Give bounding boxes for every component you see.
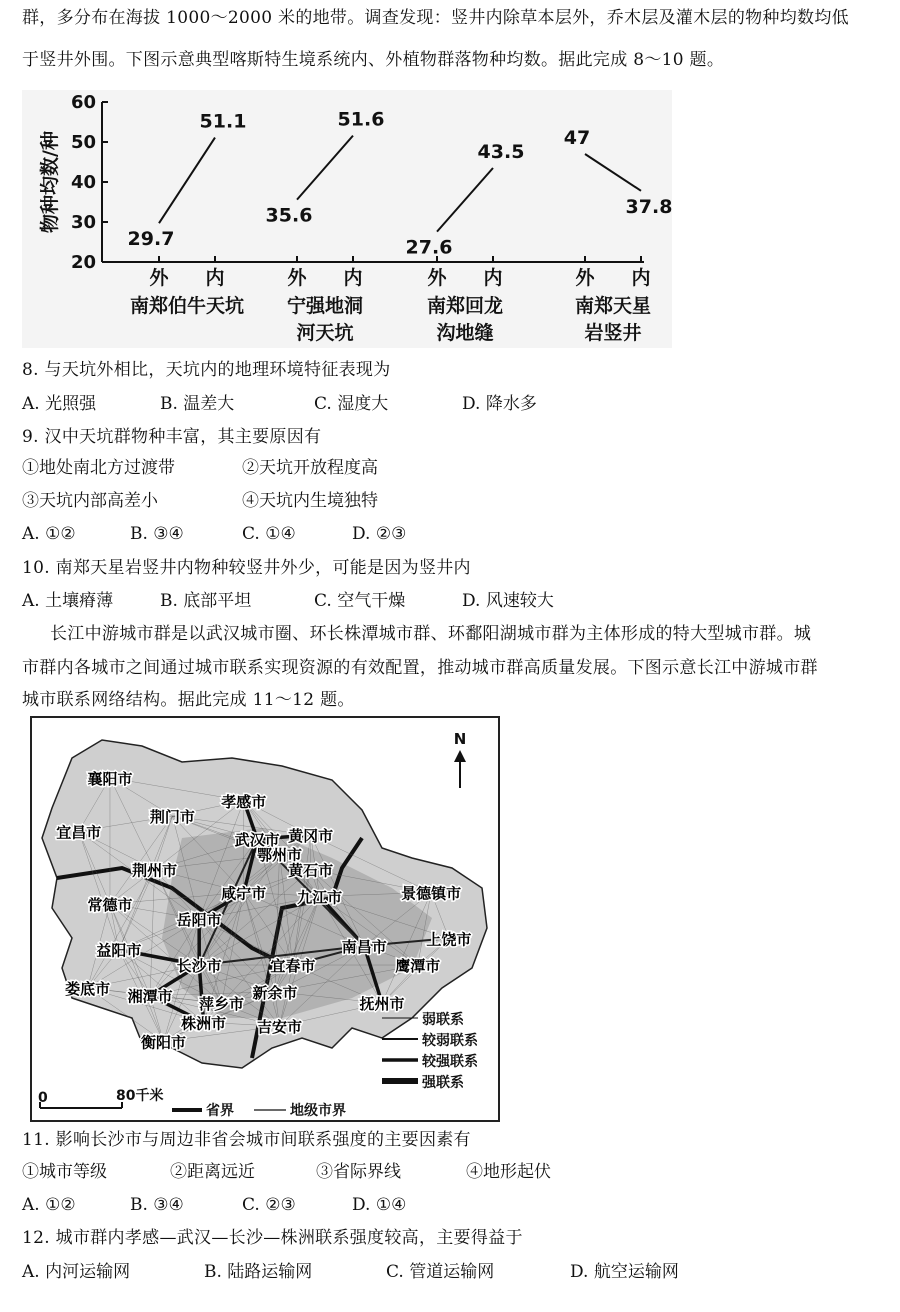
city-label: 衡阳市 — [140, 1033, 187, 1052]
q12-option-a: A. 内河运输网 — [22, 1262, 131, 1282]
q11-statement-1: ①城市等级 — [22, 1162, 107, 1182]
x-tick-label: 外 — [149, 267, 169, 289]
city-label: 抚州市 — [359, 995, 405, 1014]
city-label: 鹰潭市 — [395, 957, 441, 976]
q10-option-b: B. 底部平坦 — [160, 591, 252, 611]
x-tick-label: 内 — [205, 267, 225, 289]
q9-option-c: C. ①④ — [242, 524, 296, 544]
city-label: 黄石市 — [288, 861, 334, 880]
north-arrow-head-icon — [454, 750, 466, 762]
city-label: 萍乡市 — [198, 995, 244, 1014]
city-label: 上饶市 — [426, 930, 472, 949]
q9-statement-4: ④天坑内生境独特 — [242, 491, 378, 511]
city-label: 黄冈市 — [288, 827, 334, 846]
scale-label: 80千米 — [116, 1088, 164, 1104]
group-name-label: 宁强地洞 — [286, 295, 364, 317]
q11-statement-2: ②距离远近 — [170, 1162, 255, 1182]
city-label: 益阳市 — [96, 941, 142, 960]
city-label: 湘潭市 — [127, 987, 173, 1006]
q11-option-d: D. ①④ — [352, 1195, 407, 1215]
city-label: 宜春市 — [270, 957, 316, 976]
y-axis-label: 物种均数/种 — [39, 131, 61, 233]
y-tick-label: 60 — [70, 92, 96, 113]
q10-option-d: D. 风速较大 — [462, 591, 554, 611]
group-name-label: 岩竖井 — [584, 322, 642, 344]
q10-option-a: A. 土壤瘠薄 — [22, 591, 114, 611]
city-network-map — [30, 716, 500, 1122]
q10-stem: 10. 南郑天星岩竖井内物种较竖井外少，可能是因为竖井内 — [22, 558, 471, 578]
city-network-map-svg — [32, 718, 498, 1120]
q8-option-a: A. 光照强 — [22, 394, 97, 414]
city-label: 长沙市 — [176, 957, 222, 976]
q9-option-d: D. ②③ — [352, 524, 407, 544]
x-tick-label: 内 — [631, 267, 651, 289]
group-name-label: 南郑伯牛天坑 — [129, 295, 245, 317]
q9-option-a: A. ①② — [22, 524, 76, 544]
city-label: 株洲市 — [181, 1014, 227, 1033]
data-label-outside: 47 — [563, 127, 591, 149]
data-label-inside: 37.8 — [625, 195, 672, 218]
q11-stem: 11. 影响长沙市与周边非省会城市间联系强度的主要因素有 — [22, 1130, 471, 1150]
data-label-outside: 29.7 — [127, 228, 175, 251]
city-border-label: 地级市界 — [290, 1103, 346, 1119]
y-tick-label: 40 — [70, 172, 96, 193]
q9-stem: 9. 汉中天坑群物种丰富，其主要原因有 — [22, 427, 322, 447]
group-name-label: 南郑天星 — [574, 295, 652, 317]
data-label-inside: 43.5 — [477, 141, 525, 163]
north-label: N — [453, 730, 467, 748]
data-label-inside: 51.6 — [337, 108, 385, 131]
x-tick-label: 内 — [343, 267, 363, 289]
species-chart-svg — [22, 90, 672, 348]
city-label: 荆门市 — [149, 808, 195, 827]
scale-zero-label: 0 — [38, 1090, 48, 1106]
q11-statement-4: ④地形起伏 — [466, 1162, 551, 1182]
group-name-label: 沟地缝 — [436, 322, 494, 344]
city-label: 宜昌市 — [56, 823, 102, 842]
y-tick-label: 30 — [70, 212, 96, 233]
intro-line-1: 群，多分布在海拔 1000～2000 米的地带。调查发现：竖井内除草本层外，乔木层及灌木层的物种均数均低 — [22, 8, 849, 28]
province-border-label: 省界 — [206, 1103, 234, 1119]
q10-option-c: C. 空气干燥 — [314, 591, 406, 611]
q11-option-a: A. ①② — [22, 1195, 76, 1215]
q8-option-b: B. 温差大 — [160, 394, 235, 414]
x-tick-label: 外 — [575, 267, 595, 289]
city-label: 鄂州市 — [256, 846, 302, 865]
q8-stem: 8. 与天坑外相比，天坑内的地理环境特征表现为 — [22, 360, 391, 380]
species-chart — [22, 90, 672, 348]
city-label: 吉安市 — [256, 1018, 302, 1037]
passage2-line-3: 城市联系网络结构。据此完成 11～12 题。 — [22, 690, 355, 710]
q11-statement-3: ③省际界线 — [316, 1162, 401, 1182]
legend-label: 较弱联系 — [422, 1033, 478, 1049]
data-label-outside: 35.6 — [265, 204, 313, 227]
q8-option-c: C. 湿度大 — [314, 394, 389, 414]
data-label-inside: 51.1 — [199, 110, 247, 133]
group-name-label: 南郑回龙 — [426, 295, 504, 317]
intro-line-2: 于竖井外围。下图示意典型喀斯特生境系统内、外植物群落物种均数。据此完成 8～10 题。 — [22, 50, 725, 70]
legend-label: 较强联系 — [422, 1054, 478, 1070]
data-label-outside: 27.6 — [405, 236, 453, 259]
q9-option-b: B. ③④ — [130, 524, 184, 544]
y-tick-label: 20 — [70, 252, 96, 273]
city-label: 常德市 — [87, 895, 133, 914]
q12-option-c: C. 管道运输网 — [386, 1262, 495, 1282]
x-tick-label: 外 — [287, 267, 307, 289]
city-label: 南昌市 — [341, 937, 387, 956]
city-label: 孝感市 — [221, 792, 267, 811]
q11-option-b: B. ③④ — [130, 1195, 184, 1215]
q12-stem: 12. 城市群内孝感—武汉—长沙—株洲联系强度较高，主要得益于 — [22, 1228, 523, 1248]
city-label: 娄底市 — [65, 979, 111, 998]
city-label: 襄阳市 — [87, 769, 133, 788]
x-tick-label: 外 — [427, 267, 447, 289]
q12-option-b: B. 陆路运输网 — [204, 1262, 313, 1282]
q11-option-c: C. ②③ — [242, 1195, 296, 1215]
city-label: 岳阳市 — [176, 911, 222, 930]
group-name-label: 河天坑 — [296, 322, 354, 344]
city-label: 景德镇市 — [401, 884, 462, 903]
x-tick-label: 内 — [483, 267, 503, 289]
q8-option-d: D. 降水多 — [462, 394, 537, 414]
city-label: 武汉市 — [234, 830, 280, 849]
q12-option-d: D. 航空运输网 — [570, 1262, 679, 1282]
city-label: 九江市 — [297, 888, 343, 907]
passage2-line-2: 市群内各城市之间通过城市联系实现资源的有效配置，推动城市群高质量发展。下图示意长江中游城市群 — [22, 658, 818, 678]
passage2-line-1: 长江中游城市群是以武汉城市圈、环长株潭城市群、环鄱阳湖城市群为主体形成的特大型城市群。城 — [50, 624, 812, 644]
q9-statement-3: ③天坑内部高差小 — [22, 491, 158, 511]
city-label: 新余市 — [252, 983, 298, 1002]
legend-label: 弱联系 — [422, 1012, 464, 1028]
q9-statement-1: ①地处南北方过渡带 — [22, 458, 175, 478]
legend-label: 强联系 — [422, 1075, 464, 1091]
q9-statement-2: ②天坑开放程度高 — [242, 458, 378, 478]
y-tick-label: 50 — [70, 132, 96, 153]
city-label: 荆州市 — [132, 861, 178, 880]
city-label: 咸宁市 — [221, 884, 267, 903]
